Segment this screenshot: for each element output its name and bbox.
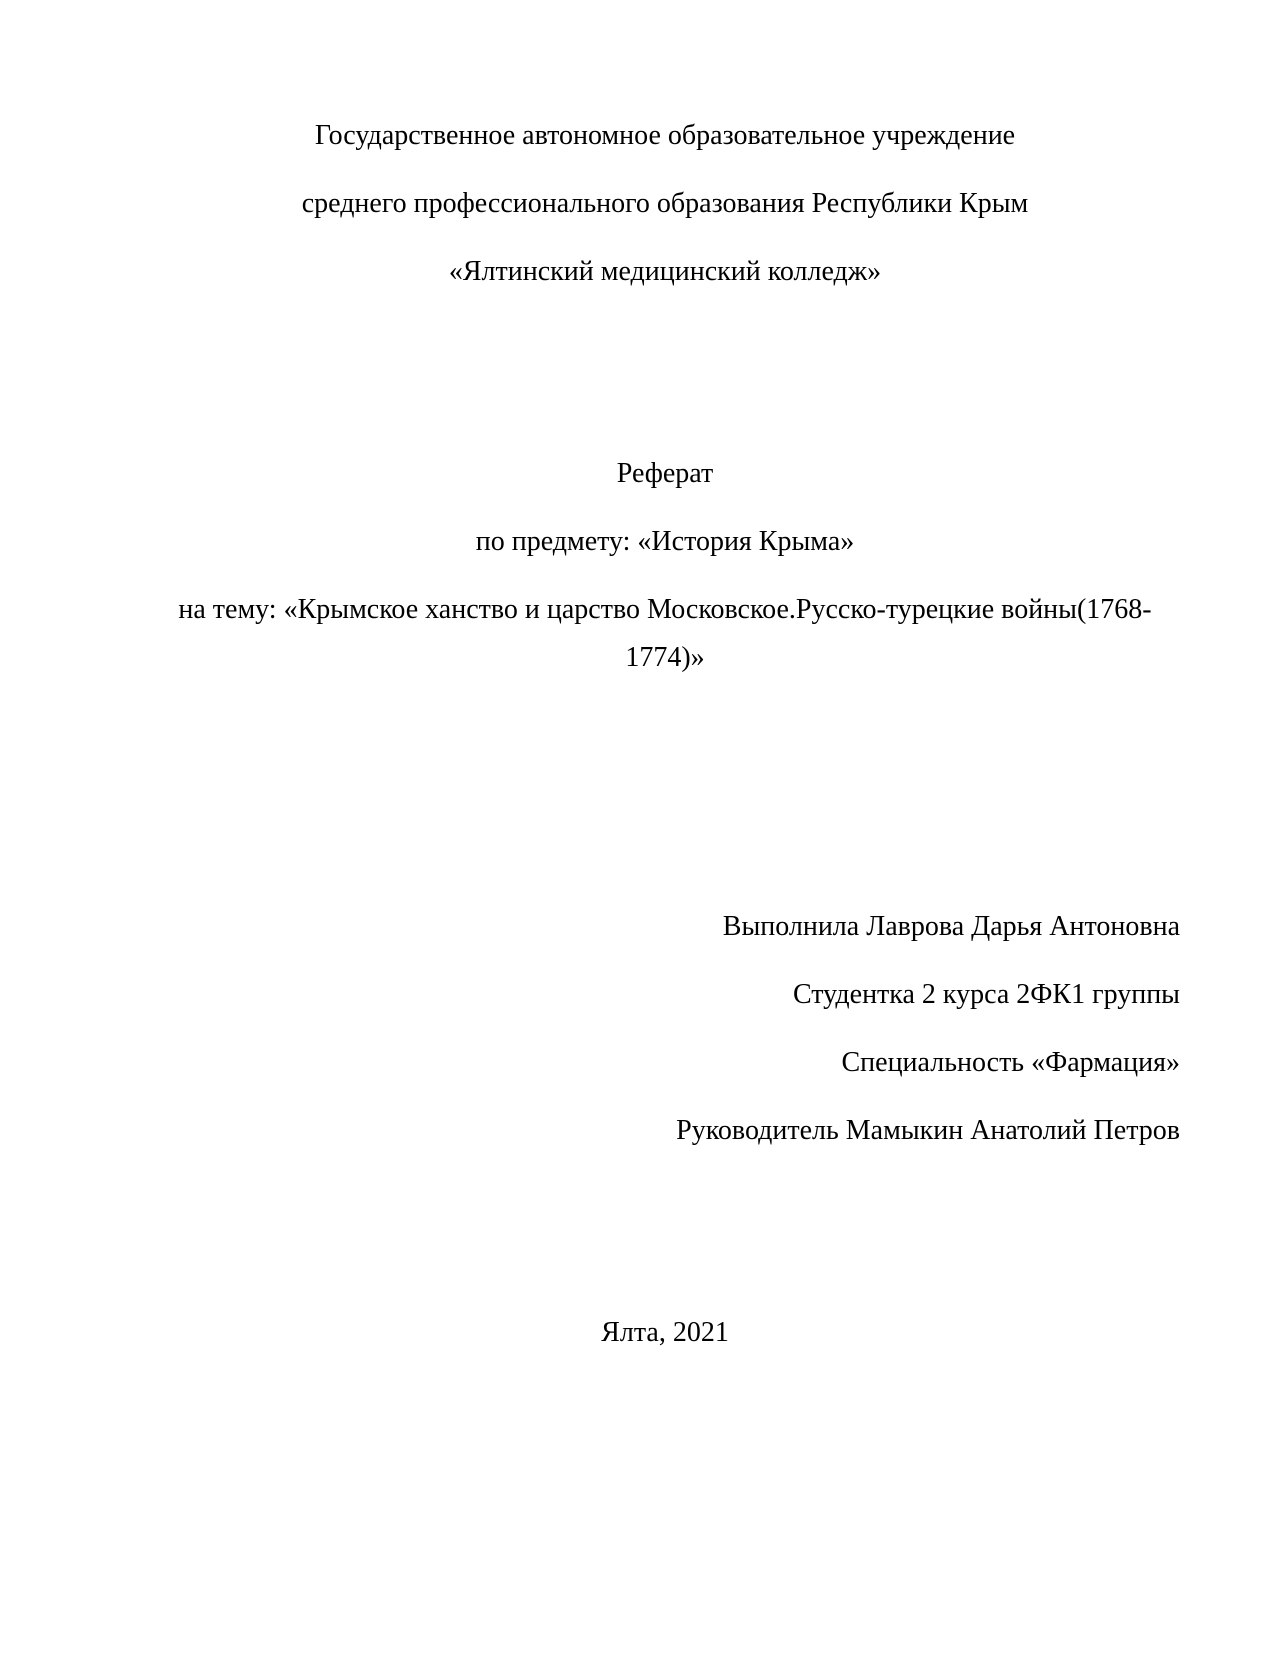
student-info: Студентка 2 курса 2ФК1 группы — [792, 979, 1180, 1010]
completed-by: Выполнила Лаврова Дарья Антоновна — [722, 911, 1180, 942]
supervisor: Руководитель Мамыкин Анатолий Петров — [676, 1115, 1180, 1146]
document-type: Реферат — [616, 458, 714, 489]
document-subject: по предмету: «История Крыма» — [475, 526, 855, 557]
specialty: Специальность «Фармация» — [841, 1047, 1180, 1078]
institution-line-2: среднего профессионального образования Республики Крым — [301, 188, 1029, 219]
institution-name: «Ялтинский медицинский колледж» — [448, 256, 882, 287]
place-year: Ялта, 2021 — [601, 1317, 729, 1348]
institution-line-1: Государственное автономное образовательное учреждение — [314, 120, 1016, 151]
document-topic: на тему: «Крымское ханство и царство Московское.Русско-турецкие войны(1768-1774)» — [178, 594, 1152, 673]
